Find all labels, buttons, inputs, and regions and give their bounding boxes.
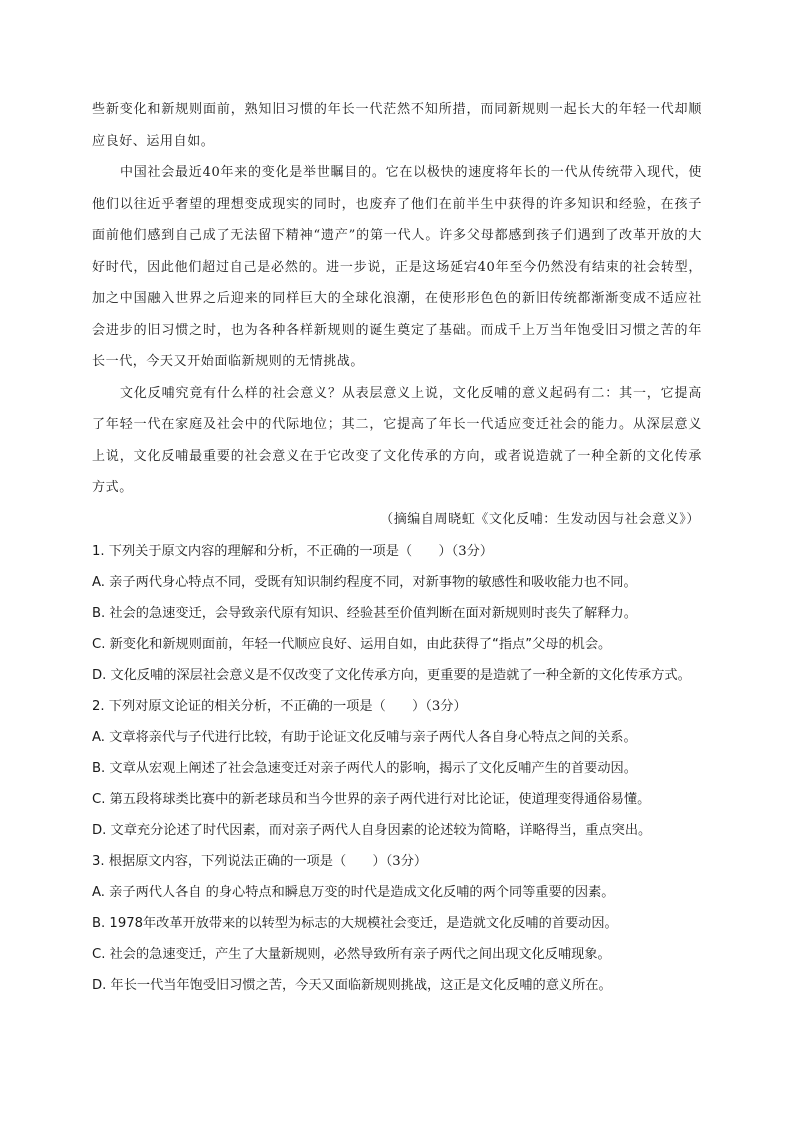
question-2-option-b: B. 文章从宏观上阐述了社会急速变迁对亲子两代人的影响，揭示了文化反哺产生的首要动因。 <box>92 761 637 776</box>
question-stem <box>92 846 702 877</box>
question-3-option-b: B. 1978年改革开放带来的以转型为标志的大规模社会变迁，是造就文化反哺的首要动因。 <box>92 916 618 931</box>
question-1-option-d: D. 文化反哺的深层社会意义是不仅改变了文化传承方向，更重要的是造就了一种全新的文化传承方式。 <box>92 668 691 683</box>
passage-paragraph-continued: 些新变化和新规则面前，熟知旧习惯的年长一代茫然不知所措，而同新规则一起长大的年轻一代却顺应良好、运用自如。 <box>92 102 702 149</box>
question-1-score: （3分） <box>451 544 494 559</box>
question-2-option-c: C. 第五段将球类比赛中的新老球员和当今世界的亲子两代进行对比论证，使道理变得通俗易懂。 <box>92 792 651 807</box>
question-1-option-a: A. 亲子两代身心特点不同，受既有知识制约程度不同，对新事物的敏感性和吸收能力也不同。 <box>92 575 637 590</box>
passage-paragraph-china: 中国社会最近40年来的变化是举世瞩目的。它在以极快的速度将年长的一代从传统带入现代，使他们以往近乎奢望的理想变成现实的同时，也废弃了他们在前半生中获得的许多知识和经验，在孩子面前他们感到自己成了无法留下精神“遗产”的第一代人。许多父母都感到孩子们遇到了改革开放的大好时代，因此他们超过自己是必然的。进一步说，正是这场延宕40年至今仍然没有结束的社会转型，加之中国融入世界之后迎来的同样巨大的全球化浪潮，在使形形色色的新旧传统都渐渐变成不适应社会进步的旧习惯之时，也为各种各样新规则的诞生奠定了基础。而成千上万当年饱受旧习惯之苦的年长一代，今天又开始面临新规则的无情挑战。 <box>92 165 702 369</box>
question-stem <box>92 691 702 722</box>
question-stem <box>92 536 702 567</box>
question-3 <box>92 846 702 1001</box>
passage-paragraph-meaning: 文化反哺究竟有什么样的社会意义？从表层意义上说，文化反哺的意义起码有二：其一，它提高了年轻一代在家庭及社会中的代际地位；其二，它提高了年长一代适应变迁社会的能力。从深层意义上说，文化反哺最重要的社会意义在于它改变了文化传承的方向，或者说造就了一种全新的文化传承方式。 <box>92 385 702 495</box>
reading-passage <box>92 94 702 535</box>
question-3-stem: 3. 根据原文内容，下列说法正确的一项是（ ） <box>92 854 386 869</box>
question-1-stem: 1. 下列关于原文内容的理解和分析，不正确的一项是（ ） <box>92 544 452 559</box>
question-3-option-c: C. 社会的急速变迁，产生了大量新规则，必然导致所有亲子两代之间出现文化反哺现象。 <box>92 947 611 962</box>
passage-source-citation: （摘编自周晓虹《文化反哺：生发动因与社会意义》） <box>380 511 700 527</box>
question-2-score: （3分） <box>425 699 467 714</box>
question-2-option-a: A. 文章将亲代与子代进行比较，有助于论证文化反哺与亲子两代人各自身心特点之间的关系。 <box>92 730 637 745</box>
question-3-score: （3分） <box>385 854 428 869</box>
question-list <box>92 536 702 1001</box>
question-2-option-d: D. 文章充分论述了时代因素，而对亲子两代人自身因素的论述较为简略，详略得当，重点突出。 <box>92 823 652 838</box>
question-2 <box>92 691 702 846</box>
question-3-option-d: D. 年长一代当年饱受旧习惯之苦，今天又面临新规则挑战，这正是文化反哺的意义所在。 <box>92 978 612 993</box>
question-1-option-b: B. 社会的急速变迁，会导致亲代原有知识、经验甚至价值判断在面对新规则时丧失了解释力。 <box>92 606 637 621</box>
question-1 <box>92 536 702 691</box>
question-3-option-a: A. 亲子两代人各自 的身心特点和瞬息万变的时代是造成文化反哺的两个同等重要的因素。 <box>92 885 615 900</box>
question-1-option-c: C. 新变化和新规则面前，年轻一代顺应良好、运用自如，由此获得了“指点”父母的机会。 <box>92 637 612 652</box>
question-2-stem: 2. 下列对原文论证的相关分析，不正确的一项是（ ） <box>92 699 426 714</box>
